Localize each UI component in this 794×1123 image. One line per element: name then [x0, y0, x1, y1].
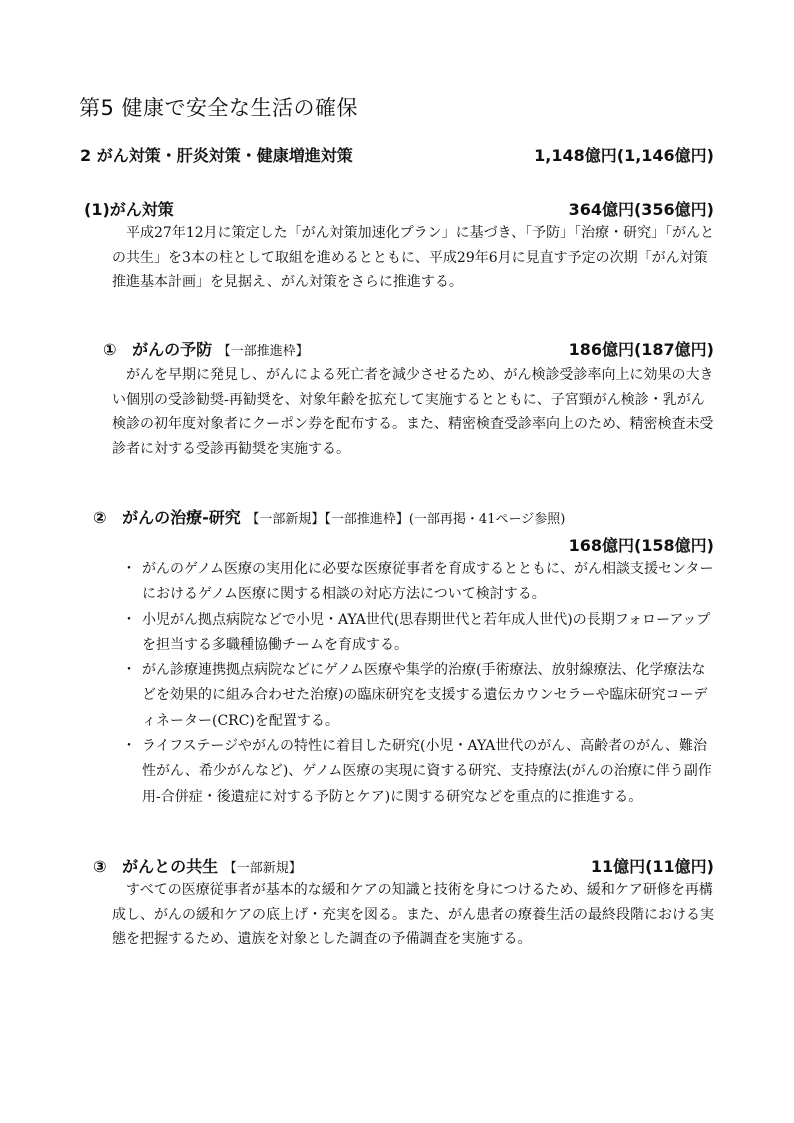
item-number: ② — [93, 508, 107, 527]
item-2-heading — [93, 505, 565, 528]
item-3-amount: 11億円(11億円) — [590, 857, 714, 876]
item-3-paragraph — [112, 878, 716, 952]
item-title: がんの予防 — [132, 340, 213, 359]
item-2-amount: 168億円(158億円) — [568, 536, 714, 555]
list-item: ・ 小児がん拠点病院などで小児・AYA世代(思春期世代と若年成人世代)の長期フォローアップを担当する多職種協働チームを育成する。 — [126, 608, 716, 659]
item-tag: 【一部新規】【一部推進枠】(一部再掲・41ページ参照) — [246, 512, 566, 527]
item-1-paragraph — [112, 363, 716, 461]
item-title: がんとの共生 — [122, 857, 219, 876]
item-1-text: がんを早期に発見し、がんによる死亡者を減少させるため、がん検診受診率向上に効果の大きい個別の受診勧奨-再勧奨を、対象年齢を拡充して実施するとともに、子宮頸がん検診・乳がん検診の初年度対象者にクーポン券を配布する。また、精密検査受診率向上のため、精密検査未受診者に対する受診再勧奨を実施する。 — [112, 367, 714, 457]
item-3-heading — [93, 854, 302, 877]
item-number: ③ — [93, 857, 107, 876]
subsection-text: 平成27年12月に策定した「がん対策加速化プラン」に基づき、「予防」「治療・研究」「がんとの共生」を3本の柱として取組を進めるとともに、平成29年6月に見直す予定の次期「がん対策推進基本計画」を見据え、がん対策をさらに推進する。 — [112, 225, 715, 290]
subsection-heading: (1)がん対策 — [84, 200, 174, 219]
item-tag: 【一部新規】 — [223, 861, 302, 876]
item-tag: 【一部推進枠】 — [217, 344, 309, 359]
list-item: ・ がん診療連携拠点病院などにゲノム医療や集学的治療(手術療法、放射線療法、化学療法などを効果的に組み合わせた治療)の臨床研究を支援する遺伝カウンセラーや臨床研究コーディネーター(CRC)を配置する。 — [126, 658, 716, 734]
item-3-text: すべての医療従事者が基本的な緩和ケアの知識と技術を身につけるため、緩和ケア研修を再構成し、がんの緩和ケアの底上げ・充実を図る。また、がん患者の療養生活の最終段階における実態を把握するため、遺族を対象とした調査の予備調査を実施する。 — [112, 882, 714, 947]
subsection-amount: 364億円(356億円) — [568, 200, 714, 219]
item-1-heading — [103, 337, 309, 360]
item-number: ① — [103, 340, 117, 359]
list-item: ・ ライフステージやがんの特性に着目した研究(小児・AYA世代のがん、高齢者のがん、難治性がん、希少がんなど)、ゲノム医療の実現に資する研究、支持療法(がんの治療に伴う副作用-合併症・後遺症に対する予防とケア)に関する研究などを重点的に推進する。 — [126, 734, 716, 810]
section-amount: 1,148億円(1,146億円) — [534, 146, 714, 165]
list-item: ・ がんのゲノム医療の実用化に必要な医療従事者を育成するとともに、がん相談支援センターにおけるゲノム医療に関する相談の対応方法について検討する。 — [126, 557, 716, 608]
subsection-paragraph — [112, 221, 716, 295]
section-heading: 2 がん対策・肝炎対策・健康増進対策 — [80, 146, 353, 165]
item-1-amount: 186億円(187億円) — [568, 340, 714, 359]
item-2-bullet-list — [126, 557, 716, 810]
item-title: がんの治療-研究 — [122, 508, 241, 527]
page-title: 第5 健康で安全な生活の確保 — [79, 96, 359, 120]
